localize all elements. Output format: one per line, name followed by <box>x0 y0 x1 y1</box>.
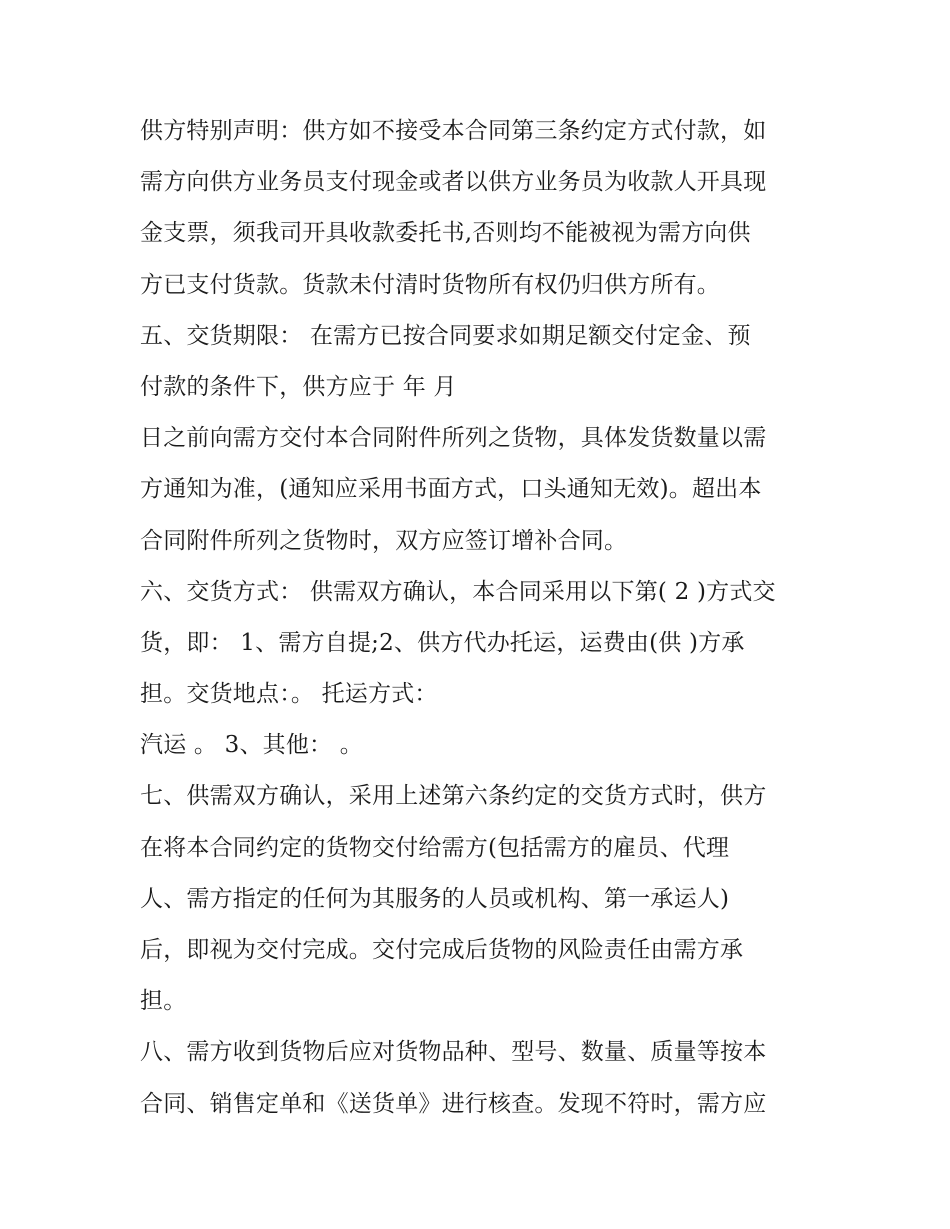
text-line: 八、需方收到货物后应对货物品种、型号、数量、质量等按本 <box>140 1039 767 1066</box>
text-line: 担。交货地点：。 托运方式： <box>140 681 438 708</box>
text-line: 需方向供方业务员支付现金或者以供方业务员为收款人开具现 <box>140 169 767 196</box>
document-body <box>140 106 820 1130</box>
text-line: 在将本合同约定的货物交付给需方(包括需方的雇员、代理 <box>140 834 730 861</box>
text-line: 担。 <box>140 988 187 1015</box>
text-line: 六、交货方式： 供需双方确认，本合同采用以下第( 2 )方式交 <box>140 578 776 605</box>
text-line: 后，即视为交付完成。交付完成后货物的风险责任由需方承 <box>140 937 744 963</box>
text-line: 人、需方指定的任何为其服务的人员或机构、第一承运人) <box>140 885 730 912</box>
text-line: 货，即： 1、需方自提;2、供方代办托运，运费由(供 )方承 <box>140 629 745 656</box>
text-line: 方通知为准，(通知应采用书面方式，口头通知无效)。超出本 <box>140 476 762 503</box>
text-line: 七、供需双方确认，采用上述第六条约定的交货方式时，供方 <box>140 783 767 810</box>
text-line: 金支票，须我司开具收款委托书,否则均不能被视为需方向供 <box>140 220 751 247</box>
text-line: 日之前向需方交付本合同附件所列之货物，具体发货数量以需 <box>140 425 767 452</box>
text-line: 汽运 。 3、其他： 。 <box>140 732 363 759</box>
text-line: 供方特别声明：供方如不接受本合同第三条约定方式付款，如 <box>140 118 767 144</box>
text-line: 合同、销售定单和《送货单》进行核查。发现不符时，需方应 <box>140 1090 767 1117</box>
text-line: 合同附件所列之货物时，双方应签订增补合同。 <box>140 527 628 554</box>
text-line: 五、交货期限： 在需方已按合同要求如期足额交付定金、预 <box>140 322 751 349</box>
text-line: 方已支付货款。货款未付清时货物所有权仍归供方所有。 <box>140 271 720 298</box>
text-line: 付款的条件下，供方应于 年 月 <box>140 373 457 400</box>
